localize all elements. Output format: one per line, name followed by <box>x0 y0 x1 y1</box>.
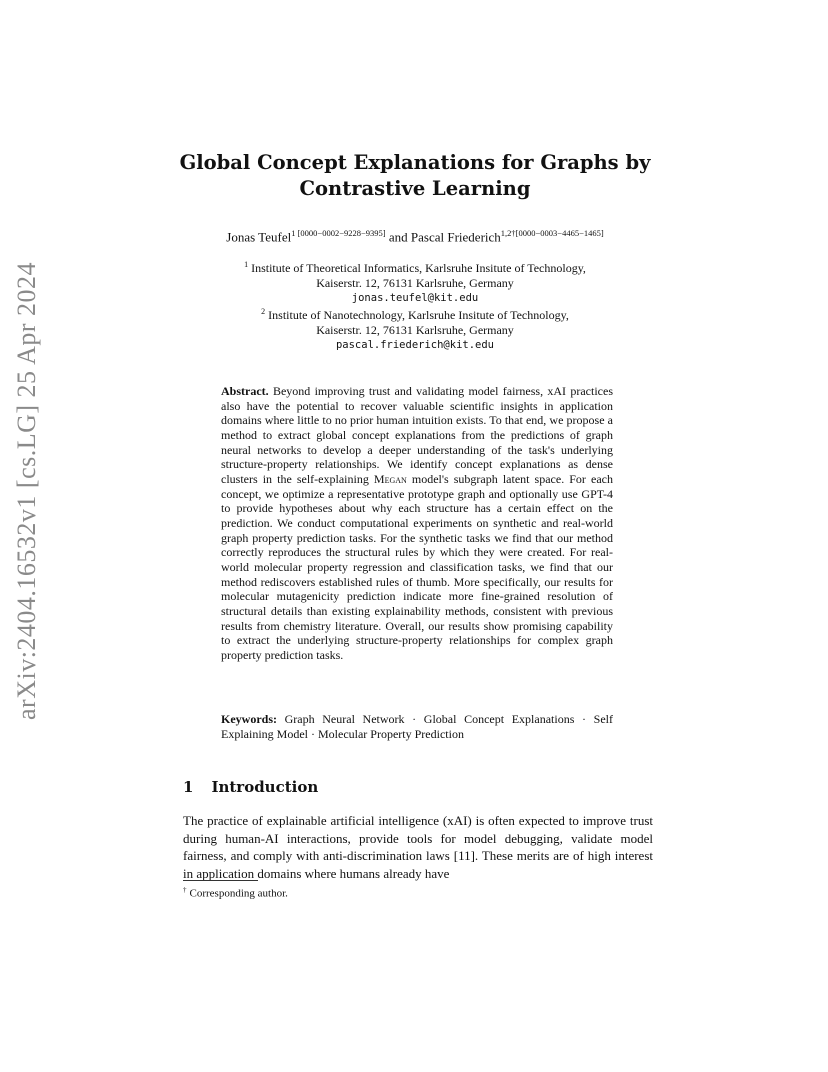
affiliation-mark: 2 <box>261 307 266 317</box>
affiliations <box>150 258 680 353</box>
affiliation-line: $^2$ Institute of Nanotechnology, Karlsruhe Insitute of Technology, <box>261 307 569 323</box>
affiliation-line: $^1$ Institute of Theoretical Informatics, Karlsruhe Insitute of Technology, <box>244 260 586 275</box>
author-connector: and <box>385 229 411 245</box>
abstract-text: model's subgraph latent space. For each concept, we optimize a representative prototype graph and optionally use GPT-4 to provide hypotheses about why each structure has a certain effect on the prediction. We conduct computational experiments on synthetic and real-world graph property prediction tasks. For the synthetic tasks we find that our method correctly reproduces the structural rules by which they were created. For real-world molecular property regression and classification tasks, we find that our method rediscovers established rules of thumb. More specifically, our results for molecular mutagenicity prediction indicate more fine-grained resolution of structural details than existing explainability methods, consistent with previous results from chemistry literature. Overall, our results show promising capability to extract the underlying structure-property relationships for complex graph property prediction tasks. <box>221 471 613 662</box>
megan-name: Megan <box>373 471 407 486</box>
keywords <box>221 712 613 742</box>
section-number: 1 <box>183 778 194 796</box>
author-name: Jonas Teufel <box>226 229 292 245</box>
footnote-mark: † <box>183 886 187 894</box>
abstract-label: Abstract. <box>221 384 269 398</box>
author-email[interactable]: jonas.teufel@kit.edu <box>351 291 479 304</box>
author-affiliation-orcid: 1,2†[0000−0003−4465−1465] <box>500 228 604 238</box>
affiliation-address: Kaiserstr. 12, 76131 Karlsruhe, Germany <box>316 323 514 338</box>
section-title: Introduction <box>211 778 319 796</box>
footnote-rule <box>183 880 258 881</box>
arxiv-watermark: arXiv:2404.16532v1 [cs.LG] 25 Apr 2024 <box>12 261 41 720</box>
footnote-text: Corresponding author. <box>189 887 288 900</box>
intro-paragraph: The practice of explainable artificial intelligence (xAI) is often expected to improve trust during human-AI interactions, provide tools for model debugging, validate model fairness, and comply with anti-discrimination laws [11]. These merits are of high interest in application domains where humans already have <box>183 813 653 881</box>
author-line <box>150 228 680 245</box>
keywords-text: Graph Neural Network · Global Concept Explanations · Self Explaining Model · Molecular Property Prediction <box>221 712 613 741</box>
paper-title: Global Concept Explanations for Graphs by Contrastive Learning <box>179 151 651 200</box>
author-name: Pascal Friederich <box>410 229 501 245</box>
affiliation-address: Kaiserstr. 12, 76131 Karlsruhe, Germany <box>316 275 514 290</box>
abstract-text: Beyond improving trust and validating model fairness, xAI practices also have the potential to recover valuable scientific insights in application domains where little to no prior human intuition exists. To that end, we propose a method to extract global concept explanations from the predictions of graph neural networks to develop a deeper understanding of the task's underlying structure-property relationships. We identify concept explanations as dense clusters in the self-explaining <box>221 384 613 486</box>
affiliation-mark: 1 <box>244 260 249 269</box>
author-affiliation-orcid: 1 [0000−0002−9228−9395] <box>291 228 386 238</box>
keywords-label: Keywords: <box>221 712 277 726</box>
section-heading <box>183 778 318 796</box>
author-email[interactable]: pascal.friederich@kit.edu <box>335 338 495 351</box>
abstract <box>221 384 613 662</box>
footnote <box>183 886 288 900</box>
